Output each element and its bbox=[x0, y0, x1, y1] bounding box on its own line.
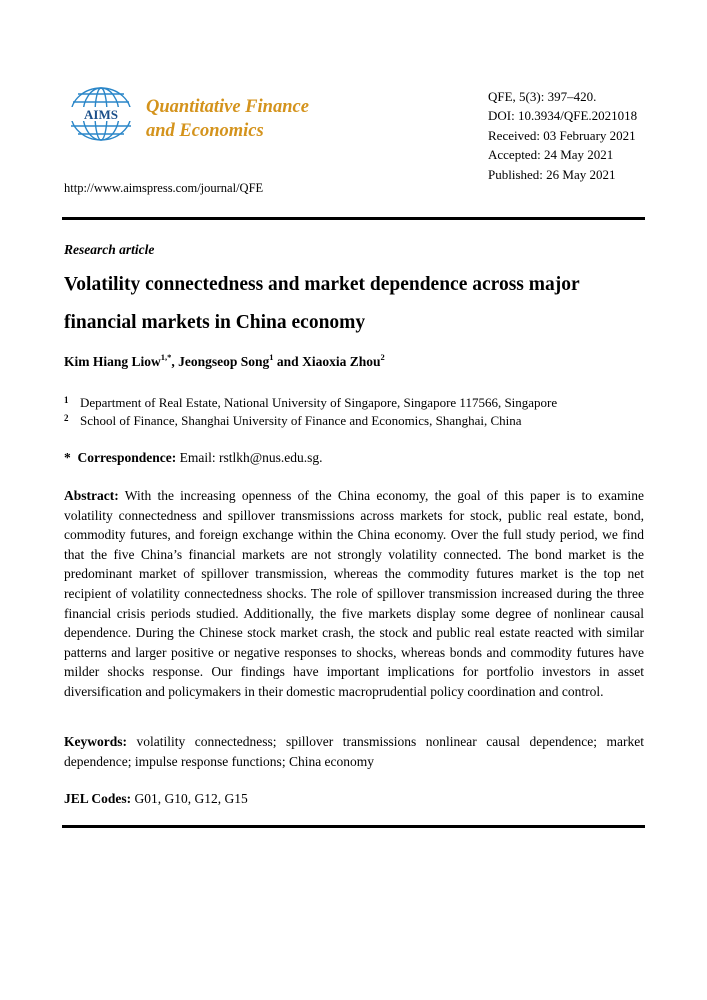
affiliation-number: 2 bbox=[64, 413, 69, 423]
author-separator: and bbox=[273, 354, 303, 369]
article-title: Volatility connectedness and market dependence across major financial markets in China economy bbox=[64, 274, 580, 333]
accepted-date: Accepted: 24 May 2021 bbox=[488, 147, 614, 163]
author-separator: , bbox=[171, 354, 179, 369]
author-list bbox=[64, 354, 385, 370]
journal-name-line1: Quantitative Finance bbox=[146, 97, 309, 117]
author-name: Kim Hiang Liow bbox=[64, 354, 161, 369]
jel-label: JEL Codes: bbox=[64, 791, 132, 806]
abstract-text: With the increasing openness of the China economy, the goal of this paper is to examine volatility connectedness and spillover transmissions across markets for stock, public real estate, bond, commodity futures, and foreign exchange within the China economy. Over the full study period, we find that the five China’s financial markets are not strongly volatility connected. The bond market is the predominant market of spillover transmission, whereas the commodity futures market is the top net recipient of volatility connectedness shocks. The role of spillover transmission increased during the three financial crisis periods studied. Additionally, the five markets display some degree of nonlinear causal dependence. During the Chinese stock market crash, the stock and public real estate reacted with similar patterns and larger positive or negative responses to shocks, whereas bonds and commodity futures have milder shocks response. Our findings have important implications for portfolio investors in asset diversification and policymakers in their domestic macroprudential policy coordination and control. bbox=[64, 488, 644, 699]
volume-info: QFE, 5(3): 397–420. bbox=[488, 89, 597, 104]
author-name: Jeongseop Song bbox=[178, 354, 270, 369]
author-affil-mark: 2 bbox=[380, 352, 385, 362]
logo-text: AIMS bbox=[84, 107, 118, 122]
keywords bbox=[64, 732, 644, 771]
author-name: Xiaoxia Zhou bbox=[302, 354, 381, 369]
doi: DOI: 10.3934/QFE.2021018 bbox=[488, 108, 638, 124]
affiliation-2 bbox=[64, 413, 522, 429]
correspondence-email[interactable]: Email: rstlkh@nus.edu.sg. bbox=[179, 450, 323, 465]
abstract-label: Abstract: bbox=[64, 488, 119, 503]
article-type: Research article bbox=[64, 242, 155, 257]
affiliation-text: Department of Real Estate, National University of Singapore, Singapore 117566, Singapore bbox=[80, 395, 558, 410]
jel-codes bbox=[64, 791, 248, 807]
author-affil-mark: 1 bbox=[269, 352, 274, 362]
journal-name-line2: and Economics bbox=[146, 121, 264, 141]
affiliation-text: School of Finance, Shanghai University of Finance and Economics, Shanghai, China bbox=[80, 413, 522, 428]
affiliation-1 bbox=[64, 395, 557, 411]
correspondence-label: Correspondence: bbox=[77, 450, 177, 465]
footer-rule bbox=[62, 825, 645, 828]
header-rule bbox=[62, 217, 645, 220]
keywords-text: volatility connectedness; spillover transmissions nonlinear causal dependence; market dependence; impulse response functions; China economy bbox=[64, 734, 644, 769]
journal-name bbox=[146, 95, 309, 143]
received-date: Received: 03 February 2021 bbox=[488, 127, 636, 143]
correspondence-star: * bbox=[64, 450, 71, 465]
author-affil-mark: 1,* bbox=[160, 352, 172, 362]
jel-text: G01, G10, G12, G15 bbox=[134, 791, 248, 806]
published-date: Published: 26 May 2021 bbox=[488, 166, 616, 182]
article-meta bbox=[488, 87, 637, 184]
keywords-label: Keywords: bbox=[64, 734, 127, 749]
journal-url[interactable]: http://www.aimspress.com/journal/QFE bbox=[64, 181, 264, 195]
affiliation-number: 1 bbox=[64, 395, 69, 405]
correspondence bbox=[64, 450, 323, 466]
abstract bbox=[64, 486, 644, 702]
aims-logo bbox=[66, 86, 136, 142]
